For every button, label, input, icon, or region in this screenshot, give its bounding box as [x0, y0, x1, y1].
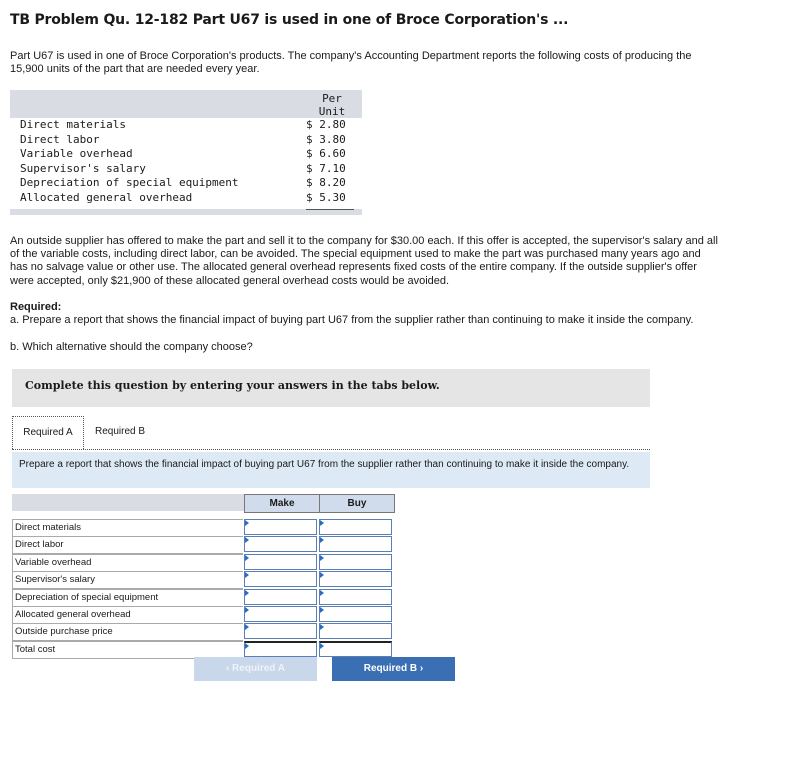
cost-value: $ 3.80 — [306, 132, 346, 146]
cost-label: Supervisor's salary — [20, 161, 146, 175]
row-label: Direct labor — [12, 536, 243, 554]
buy-input[interactable] — [319, 571, 392, 587]
grid-row — [12, 554, 395, 571]
required-a-text: a. Prepare a report that shows the financial impact of buying part U67 from the supplier rather than continuing to make it inside the company. — [10, 314, 694, 326]
instruction-text: Prepare a report that shows the financial impact of buying part U67 from the supplier rather than continuing to make it inside the company. — [19, 459, 630, 470]
buy-input[interactable] — [319, 623, 392, 639]
buy-input[interactable] — [319, 554, 392, 570]
cost-label: Variable overhead — [20, 147, 133, 160]
row-label: Variable overhead — [12, 554, 243, 572]
cost-table-footer — [10, 209, 362, 215]
cost-row — [10, 147, 362, 162]
question-title: TB Problem Qu. 12-182 Part U67 is used in one of Broce Corporation's ... — [10, 12, 569, 28]
per-unit-header: Per Unit — [318, 92, 346, 118]
cost-row — [10, 133, 362, 148]
required-heading: Required: — [10, 301, 62, 313]
supplier-paragraph: An outside supplier has offered to make the part and sell it to the company for $30.00 each. If this offer is accepted, the supervisor's salary and all of the variable costs, including direct labor, can be avoided. The special equipment used to make the part was purchased many years ago and has no salvage value or other use. The allocated general overhead represents fixed costs of the entire company. If the outside supplier's offer were accepted, only $21,900 of these allocated general overhead costs would be avoided. — [10, 235, 718, 287]
complete-prompt-box — [12, 369, 650, 407]
make-total-input[interactable] — [244, 641, 317, 657]
next-required-b-button[interactable]: Required B › — [332, 657, 455, 681]
complete-prompt-text: Complete this question by entering your answers in the tabs below. — [25, 379, 440, 392]
make-input[interactable] — [244, 606, 317, 622]
buy-input[interactable] — [319, 589, 392, 605]
required-b-text: b. Which alternative should the company choose? — [10, 341, 253, 353]
cost-table-header — [10, 90, 362, 118]
column-buy: Buy — [319, 494, 395, 513]
grid-row — [12, 606, 395, 623]
cost-value: $ 7.10 — [306, 161, 346, 175]
row-label: Allocated general overhead — [12, 606, 243, 624]
grid-row — [12, 519, 395, 536]
cost-value: $ 6.60 — [306, 147, 346, 160]
answer-grid — [12, 494, 395, 658]
intro-paragraph: Part U67 is used in one of Broce Corporation's products. The company's Accounting Department reports the following costs of producing the 15,900 units of the part that are needed every year. — [10, 50, 692, 75]
buy-input[interactable] — [319, 536, 392, 552]
make-input[interactable] — [244, 519, 317, 535]
tab-required-b[interactable]: Required B — [94, 426, 146, 437]
make-input[interactable] — [244, 536, 317, 552]
tab-required-a[interactable]: Required A — [12, 416, 84, 449]
cost-label: Allocated general overhead — [20, 190, 193, 204]
cost-row — [10, 118, 362, 133]
row-label: Direct materials — [12, 519, 243, 537]
cost-value: $ 5.30 — [306, 190, 346, 204]
grid-row — [12, 571, 395, 588]
row-label: Supervisor's salary — [12, 571, 243, 589]
column-make: Make — [244, 494, 320, 513]
cost-label: Direct labor — [20, 132, 100, 146]
row-label: Depreciation of special equipment — [12, 589, 243, 607]
answer-grid-header — [12, 494, 395, 511]
row-label: Total cost — [12, 641, 243, 659]
make-input[interactable] — [244, 589, 317, 605]
cost-row — [10, 176, 362, 191]
grid-row — [12, 589, 395, 606]
instruction-box — [12, 452, 650, 488]
cost-value: $ 8.20 — [306, 176, 346, 189]
grid-row — [12, 536, 395, 553]
prev-required-a-button[interactable]: ‹ Required A — [194, 657, 317, 681]
cost-label: Depreciation of special equipment — [20, 176, 239, 189]
cost-label: Direct materials — [20, 118, 126, 131]
tab-divider — [12, 449, 650, 450]
buy-total-input[interactable] — [319, 641, 392, 657]
cost-row — [10, 162, 362, 177]
total-underline — [306, 209, 354, 210]
grid-row — [12, 623, 395, 640]
cost-table — [10, 90, 362, 215]
cost-value: $ 2.80 — [306, 118, 346, 131]
make-input[interactable] — [244, 571, 317, 587]
row-label: Outside purchase price — [12, 623, 243, 641]
make-input[interactable] — [244, 623, 317, 639]
buy-input[interactable] — [319, 519, 392, 535]
buy-input[interactable] — [319, 606, 392, 622]
cost-row — [10, 191, 362, 206]
grid-row-total — [12, 641, 395, 658]
make-input[interactable] — [244, 554, 317, 570]
